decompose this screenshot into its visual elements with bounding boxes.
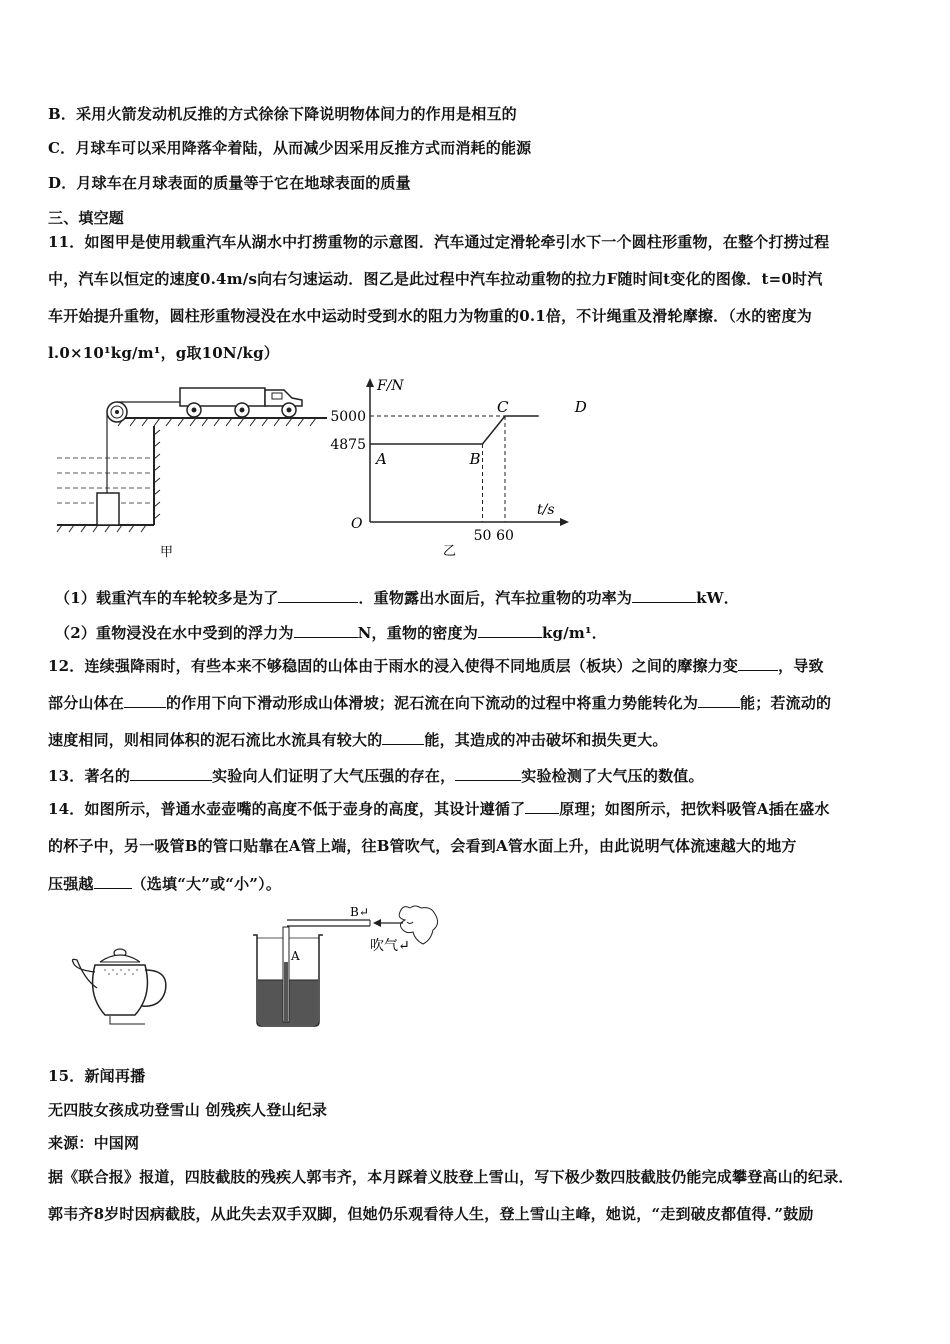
q11-sub2-a: （2）重物浸没在水中受到的浮力为: [55, 624, 294, 642]
point-label-a: A: [376, 450, 387, 468]
option-b: B．采用火箭发动机反推的方式徐徐下降说明物体间力的作用是相互的: [48, 105, 517, 123]
figure-jia-label: 甲: [160, 545, 174, 560]
q13-line: [48, 765, 704, 786]
answer-blank-experiment1[interactable]: [130, 766, 212, 781]
q15-paragraph-2: 郭韦齐8岁时因病截肢，从此失去双手双脚，但她仍乐观看待人生，登上雪山主峰，她说，“走到破皮都值得．”鼓励: [48, 1205, 814, 1223]
q12-line1: [48, 655, 824, 676]
q13-b: 实验向人们证明了大气压强的存在，: [212, 767, 456, 785]
origin-label: O: [351, 516, 363, 532]
q14-line1-a: 14．如图所示，普通水壶壶嘴的高度不低于壶身的高度，其设计遵循了: [48, 800, 526, 818]
figure-jia: [52, 380, 332, 560]
answer-blank-energy1[interactable]: [698, 693, 740, 708]
answer-blank-power[interactable]: [632, 588, 696, 603]
q14-line3: [48, 873, 281, 894]
q11-line3: 车开始提升重物，圆柱形重物浸没在水中运动时受到水的阻力为物重的0.1倍，不计绳重及滑轮摩擦．（水的密度为: [48, 307, 813, 325]
x-axis-arrow: [560, 518, 569, 526]
q14-line3-b: （选填“大”或“小”）。: [131, 875, 282, 893]
q14-line2: 的杯子中，另一吸管B的管口贴靠在A管上端，往B管吹气，会看到A管水面上升，由此说明气体流速越大的地方: [48, 837, 797, 855]
q11-sub2-c: kg/m¹．: [541, 624, 607, 642]
q14-line1: [48, 798, 830, 819]
y-tick-4875: 4875: [330, 437, 366, 453]
teapot-figure: [65, 940, 185, 1030]
point-label-c: C: [497, 398, 509, 416]
q12-line3-a: 速度相同，则相同体积的泥石流比水流具有较大的: [48, 731, 383, 749]
q12-line3-b: 能，其造成的冲击破坏和损失更大。: [424, 731, 668, 749]
q12-line1-b: ，导致: [778, 657, 824, 675]
point-label-d: D: [574, 398, 587, 416]
answer-blank-pressure[interactable]: [94, 874, 132, 889]
q11-line2: 中，汽车以恒定的速度0.4m/s向右匀速运动．图乙是此过程中汽车拉动重物的拉力F随时间t变化的图像．t=0时汽: [48, 270, 823, 288]
answer-blank-density[interactable]: [478, 623, 542, 638]
q14-line1-b: 原理；如图所示，把饮料吸管A插在盛水: [559, 800, 830, 818]
answer-blank-buoyancy[interactable]: [294, 623, 358, 638]
x-axis-label: t/s: [537, 502, 555, 518]
straw-beaker-figure: [245, 900, 445, 1030]
q11-sub2: [55, 622, 607, 643]
answer-blank-principle[interactable]: [525, 799, 559, 814]
q13-a: 13．著名的: [48, 767, 131, 785]
q12-line3: [48, 729, 668, 750]
answer-blank-wheels[interactable]: [278, 588, 358, 603]
q13-c: 实验检测了大气压的数值。: [521, 767, 704, 785]
q15-paragraph-1: 据《联合报》报道，四肢截肢的残疾人郭韦齐，本月踩着义肢登上雪山，写下极少数四肢截肢仍能完成攀登高山的纪录．: [48, 1168, 854, 1186]
q12-line1-a: 12．连续强降雨时，有些本来不够稳固的山体由于雨水的浸入使得不同地质层（板块）之间的摩擦力变: [48, 657, 739, 675]
q11-sub1-a: （1）载重汽车的车轮较多是为了: [55, 589, 279, 607]
point-label-b: B: [469, 450, 481, 468]
q12-line2-c: 能；若流动的: [740, 694, 832, 712]
blow-label: 吹气↵: [370, 938, 410, 954]
answer-blank-energy2[interactable]: [382, 730, 424, 745]
option-c: C．月球车可以采用降落伞着陆，从而减少因采用反推方式而消耗的能源: [48, 139, 532, 157]
option-d: D．月球车在月球表面的质量等于它在地球表面的质量: [48, 174, 411, 192]
q11-sub2-b: N，重物的密度为: [357, 624, 478, 642]
q11-line1: 11．如图甲是使用载重汽车从湖水中打捞重物的示意图．汽车通过定滑轮牵引水下一个圆柱形重物，在整个打捞过程: [48, 233, 830, 251]
q15-headline: 无四肢女孩成功登雪山 创残疾人登山纪录: [48, 1101, 328, 1119]
y-axis-label: F/N: [377, 378, 404, 394]
y-axis-arrow: [366, 378, 374, 387]
figure-yi-label: 乙: [443, 544, 457, 559]
q11-sub1-c: kW．: [696, 589, 739, 607]
answer-blank-force[interactable]: [124, 693, 166, 708]
q15-title: 15．新闻再播: [48, 1067, 146, 1085]
answer-blank-friction[interactable]: [738, 656, 778, 671]
q12-line2-b: 的作用下向下滑动形成山体滑坡；泥石流在向下流动的过程中将重力势能转化为: [166, 694, 699, 712]
x-tick-50: 50: [473, 528, 492, 544]
figure-yi-chart: [325, 372, 587, 562]
q12-line2-a: 部分山体在: [48, 694, 125, 712]
force-series-line: [370, 416, 539, 444]
q15-source: 来源：中国网: [48, 1134, 140, 1152]
straw-a-label: A: [291, 949, 300, 963]
section-title: 三、填空题: [48, 209, 125, 227]
q14-line3-a: 压强越: [48, 875, 94, 893]
q12-line2: [48, 692, 831, 713]
q11-sub1: [55, 587, 739, 608]
answer-blank-experiment2[interactable]: [455, 766, 521, 781]
q11-sub1-b: ．重物露出水面后，汽车拉重物的功率为: [358, 589, 633, 607]
x-tick-60: 60: [496, 528, 514, 544]
straw-b-label: B↵: [350, 905, 369, 919]
y-tick-5000: 5000: [330, 409, 366, 425]
q11-line4: l.0×10¹kg/m¹，g取10N/kg）: [48, 344, 280, 362]
